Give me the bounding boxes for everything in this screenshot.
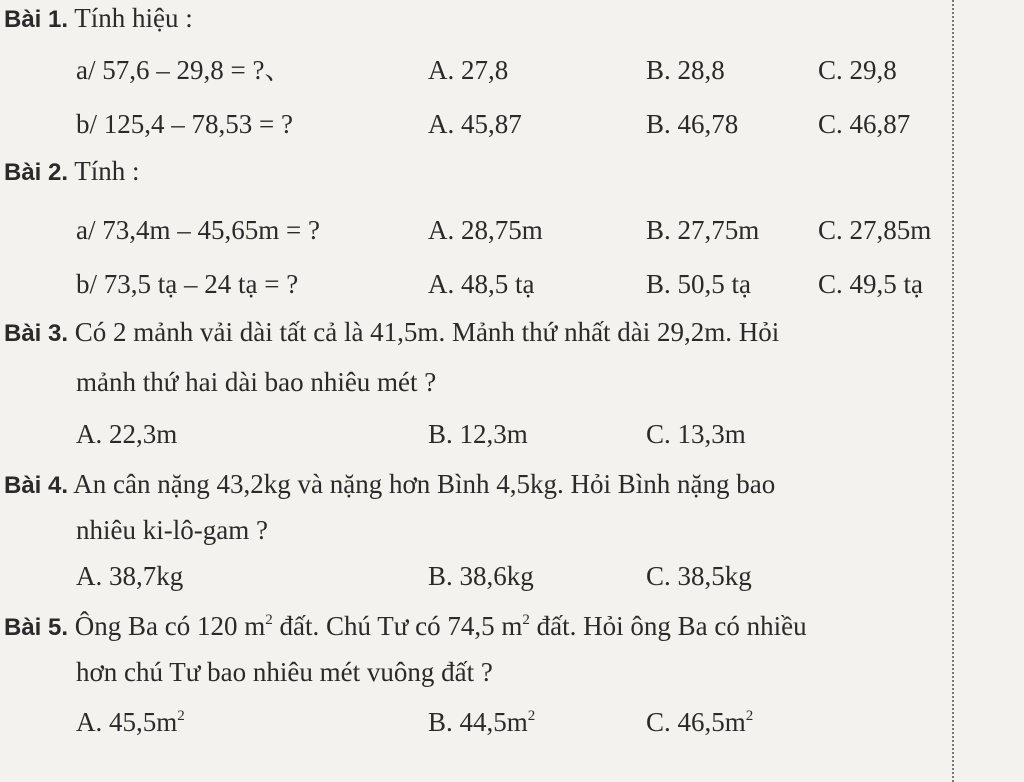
margin-dotted-line <box>952 0 954 782</box>
bai1-label: Bài 1. <box>4 6 69 33</box>
bai1-a-question: a/ 57,6 – 29,8 = ?、 <box>76 55 292 85</box>
bai5-text-1a: Ông Ba có 120 m <box>74 611 266 641</box>
bai3-option-c: C. 13,3m <box>646 419 746 449</box>
bai2-b-question: b/ 73,5 tạ – 24 tạ = ? <box>76 269 299 299</box>
bai1-b-option-a: A. 45,87 <box>428 109 522 139</box>
bai1-a-option-c: C. 29,8 <box>818 55 897 85</box>
bai1-b-option-c: C. 46,87 <box>818 109 911 139</box>
bai5-text-2: hơn chú Tư bao nhiêu mét vuông đất ? <box>76 657 493 687</box>
bai5-option-b-text: B. 44,5m <box>428 707 528 737</box>
bai5-text-1c: đất. Hỏi ông Ba có nhiều <box>529 611 807 641</box>
bai4-option-c: C. 38,5kg <box>646 561 752 591</box>
bai2-a-option-b: B. 27,75m <box>646 215 760 245</box>
bai2-b-option-b: B. 50,5 tạ <box>646 269 751 299</box>
bai5-sup-1: 2 <box>265 612 273 628</box>
bai5-option-c-text: C. 46,5m <box>646 707 746 737</box>
bai3-option-a: A. 22,3m <box>76 419 178 449</box>
bai2-b-option-c: C. 49,5 tạ <box>818 269 923 299</box>
bai4-option-a: A. 38,7kg <box>76 561 184 591</box>
bai4-line-1 <box>4 468 775 502</box>
bai5-option-b-sup: 2 <box>527 708 536 724</box>
bai5-option-b <box>428 706 535 738</box>
bai2-heading-row <box>4 155 140 189</box>
bai4-option-b: B. 38,6kg <box>428 561 534 591</box>
bai5-line-1 <box>4 610 807 644</box>
bai4-text-2: nhiêu ki-lô-gam ? <box>76 515 268 545</box>
bai2-label: Bài 2. <box>4 159 69 186</box>
bai3-text-1: Có 2 mảnh vải dài tất cả là 41,5m. Mảnh thứ nhất dài 29,2m. Hỏi <box>74 317 780 347</box>
bai1-a-option-a: A. 27,8 <box>428 55 509 85</box>
bai5-sup-2: 2 <box>522 612 530 628</box>
bai3-label: Bài 3. <box>4 320 69 347</box>
bai5-label: Bài 5. <box>4 614 69 641</box>
bai5-option-a-text: A. 45,5m <box>76 707 178 737</box>
bai3-text-2: mảnh thứ hai dài bao nhiêu mét ? <box>76 367 437 397</box>
bai5-text-1b: đất. Chú Tư có 74,5 m <box>272 611 523 641</box>
bai1-b-question: b/ 125,4 – 78,53 = ? <box>76 109 293 139</box>
bai2-a-option-a: A. 28,75m <box>428 215 543 245</box>
bai2-title: Tính : <box>74 156 140 186</box>
bai4-label: Bài 4. <box>4 472 69 499</box>
bai2-a-option-c: C. 27,85m <box>818 215 932 245</box>
bai1-heading-row <box>4 2 193 36</box>
bai1-a-option-b: B. 28,8 <box>646 55 725 85</box>
bai5-option-a <box>76 706 185 738</box>
bai1-title: Tính hiệu : <box>74 3 193 33</box>
bai3-line-1 <box>4 316 779 350</box>
bai5-option-a-sup: 2 <box>177 708 185 724</box>
bai5-option-c-sup: 2 <box>745 708 754 724</box>
bai2-a-question: a/ 73,4m – 45,65m = ? <box>76 215 320 245</box>
bai2-b-option-a: A. 48,5 tạ <box>428 269 535 299</box>
bai5-option-c <box>646 706 753 738</box>
bai1-b-option-b: B. 46,78 <box>646 109 739 139</box>
bai3-option-b: B. 12,3m <box>428 419 528 449</box>
bai4-text-1: An cân nặng 43,2kg và nặng hơn Bình 4,5kg. Hỏi Bình nặng bao <box>73 469 776 499</box>
